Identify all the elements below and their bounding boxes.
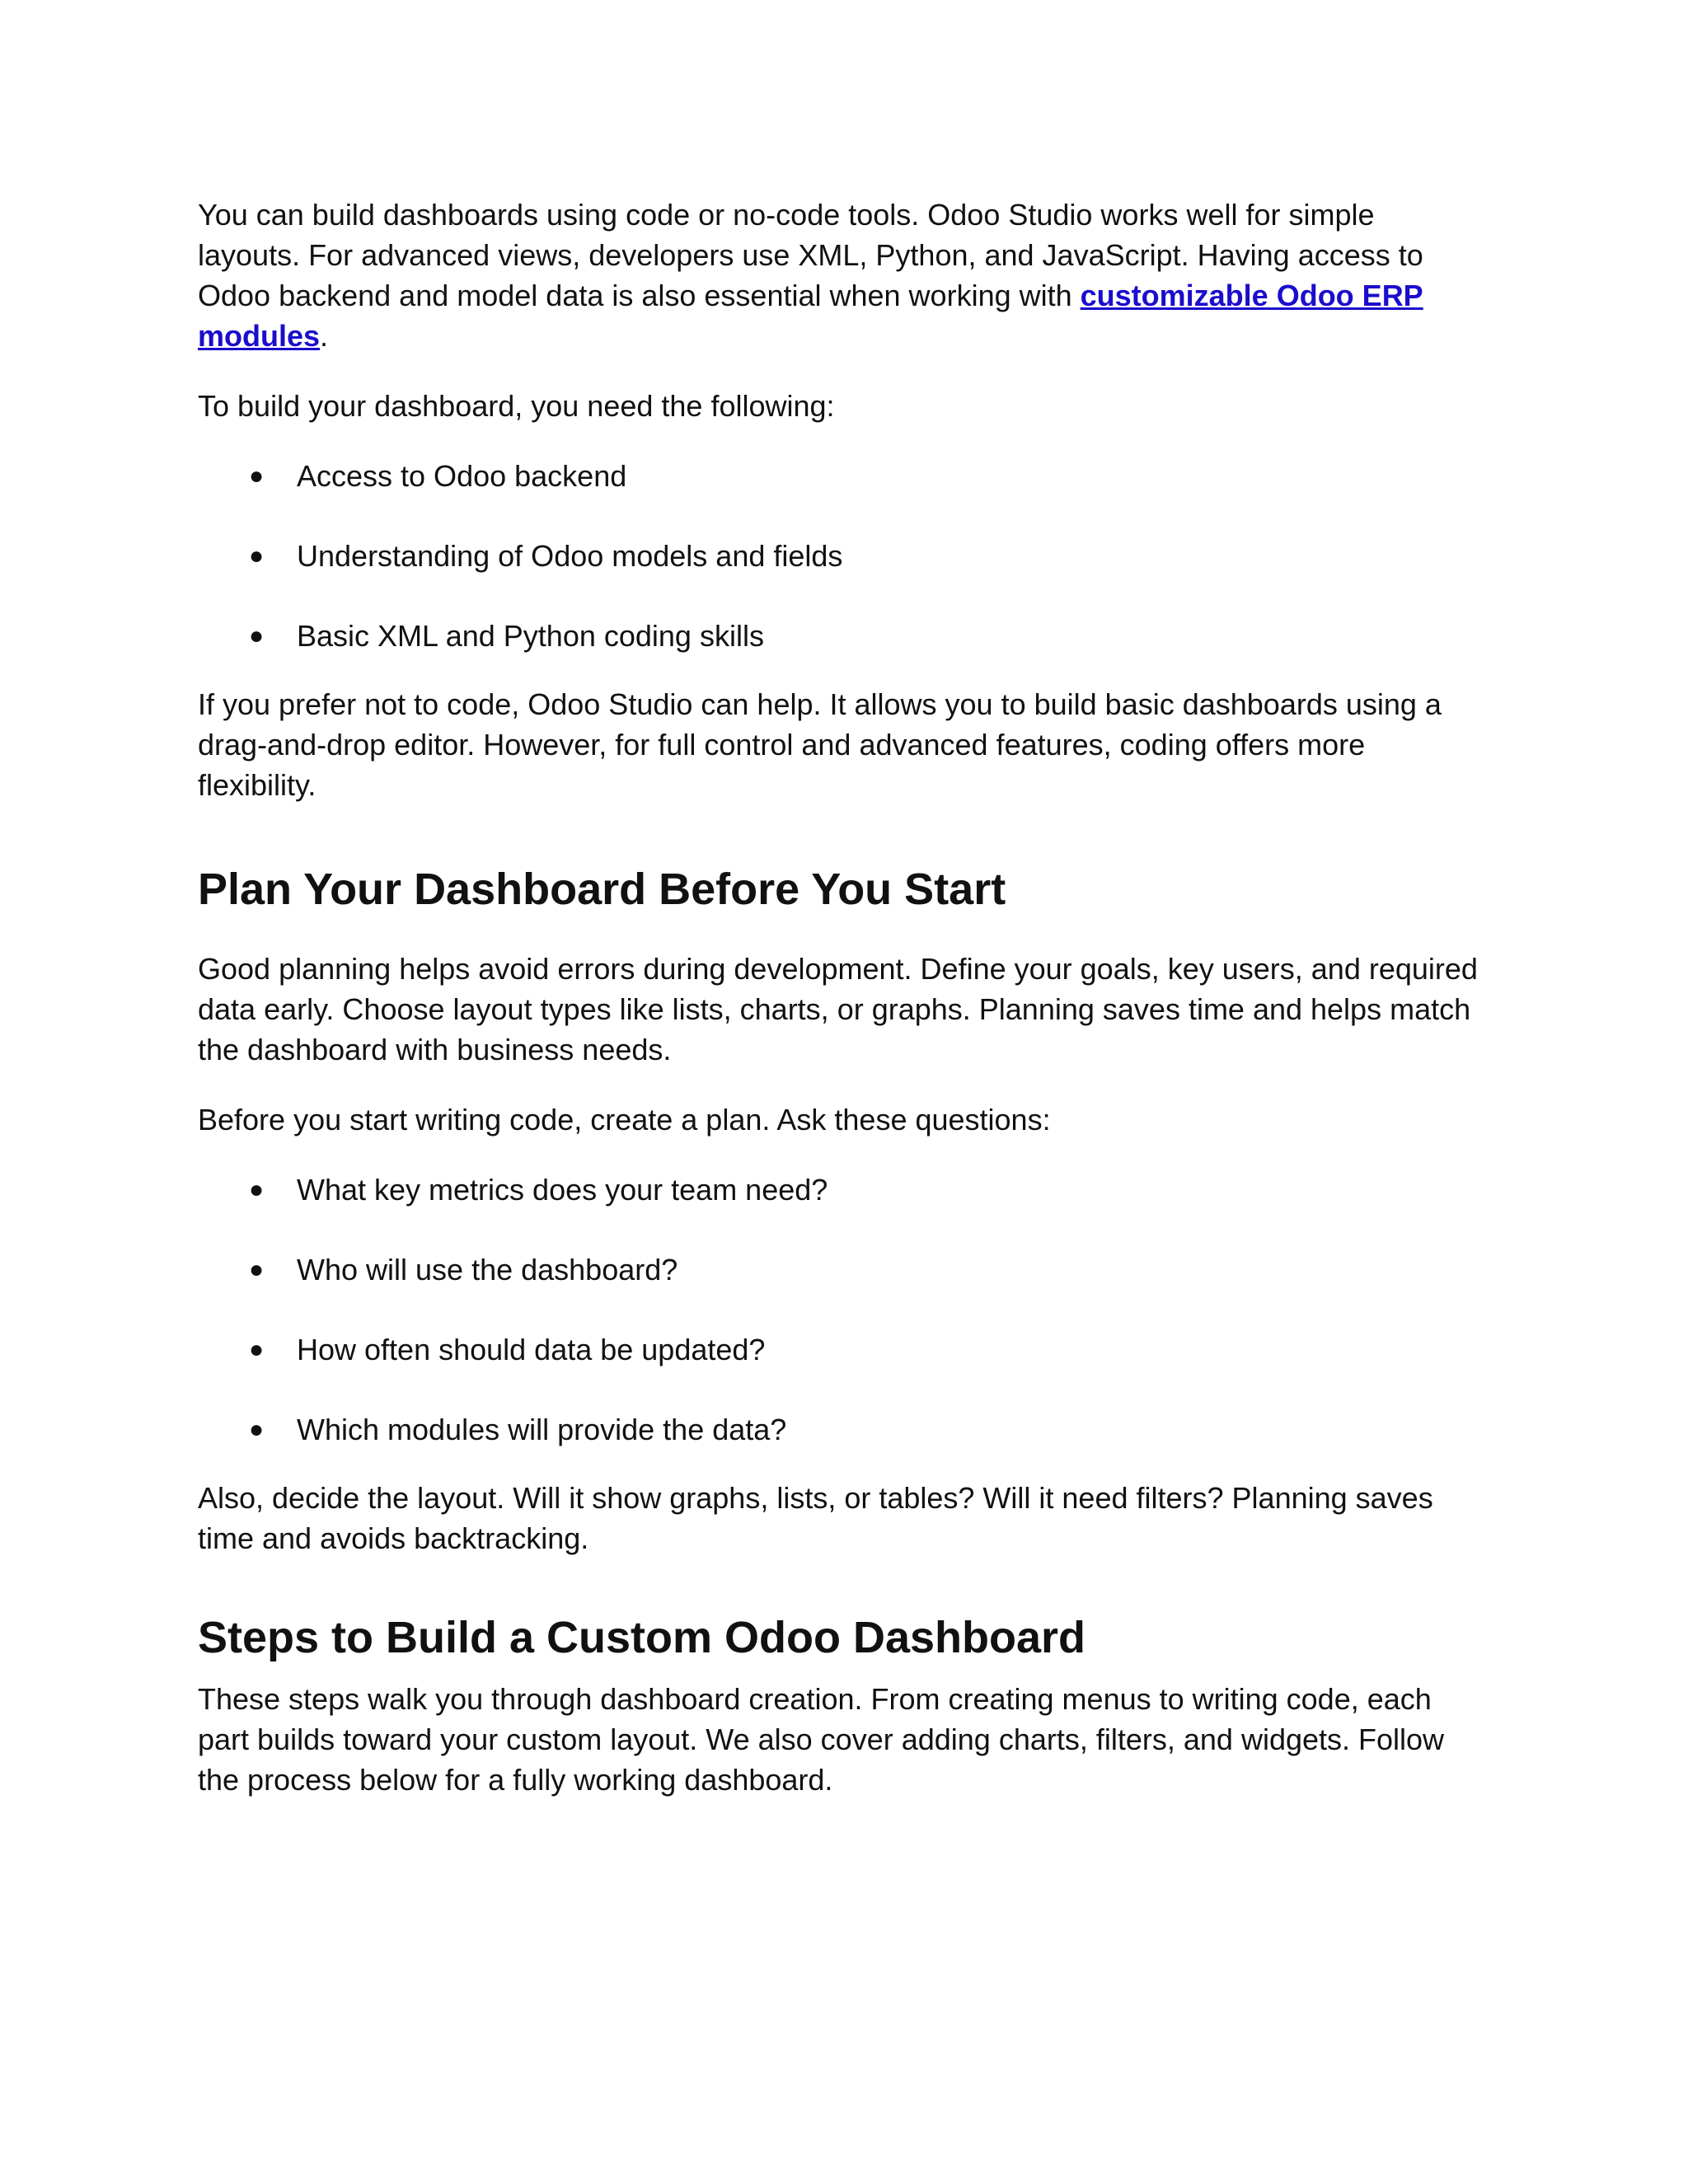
list-item <box>198 1409 1484 1450</box>
plan-heading: Plan Your Dashboard Before You Start <box>198 865 1006 914</box>
bullet-icon: ● <box>249 542 265 569</box>
questions-list <box>198 1169 1484 1450</box>
requirements-intro: To build your dashboard, you need the following: <box>198 389 835 423</box>
intro-paragraph-end: . <box>320 319 329 353</box>
list-item <box>198 1169 1484 1210</box>
bullet-icon: ● <box>249 1336 265 1363</box>
bullet-icon: ● <box>249 622 265 649</box>
list-item <box>198 1249 1484 1290</box>
list-item-text: How often should data be updated? <box>297 1333 766 1366</box>
bullet-icon: ● <box>249 1176 265 1203</box>
customizable-odoo-erp-modules-link[interactable]: customizable Odoo ERP modules <box>198 279 1423 353</box>
document-page <box>198 194 1484 1800</box>
steps-paragraph: These steps walk you through dashboard creation. From creating menus to writing code, each part builds toward your custom layout. We also cover adding charts, filters, and widgets. Follow the process below for a fully working dashboard. <box>198 1682 1445 1797</box>
list-item-text: Basic XML and Python coding skills <box>297 619 764 653</box>
list-item-text: What key metrics does your team need? <box>297 1173 828 1207</box>
studio-paragraph: If you prefer not to code, Odoo Studio can help. It allows you to build basic dashboards using a drag-and-drop editor. However, for full control and advanced features, coding offers more flexibility. <box>198 687 1442 802</box>
list-item <box>198 616 1484 656</box>
list-item-text: Who will use the dashboard? <box>297 1253 678 1286</box>
list-item-text: Which modules will provide the data? <box>297 1413 787 1446</box>
list-item-text: Understanding of Odoo models and fields <box>297 539 843 573</box>
steps-heading: Steps to Build a Custom Odoo Dashboard <box>198 1613 1086 1662</box>
requirements-list <box>198 456 1484 656</box>
intro-paragraph <box>198 194 1484 356</box>
bullet-icon: ● <box>249 462 265 490</box>
layout-paragraph: Also, decide the layout. Will it show graphs, lists, or tables? Will it need filters? Planning saves time and avoids backtracking. <box>198 1481 1433 1555</box>
questions-intro: Before you start writing code, create a plan. Ask these questions: <box>198 1103 1051 1137</box>
planning-paragraph: Good planning helps avoid errors during development. Define your goals, key users, and required data early. Choose layout types like lists, charts, or graphs. Planning saves time and helps match the dashboard with business needs. <box>198 952 1478 1066</box>
list-item <box>198 456 1484 496</box>
bullet-icon: ● <box>249 1256 265 1283</box>
list-item <box>198 1329 1484 1370</box>
bullet-icon: ● <box>249 1416 265 1443</box>
list-item <box>198 536 1484 576</box>
intro-paragraph-text: You can build dashboards using code or no-code tools. Odoo Studio works well for simple layouts. For advanced views, developers use XML, Python, and JavaScript. Having access to Odoo backend and model data is also essential when working with <box>198 198 1423 312</box>
list-item-text: Access to Odoo backend <box>297 459 627 493</box>
